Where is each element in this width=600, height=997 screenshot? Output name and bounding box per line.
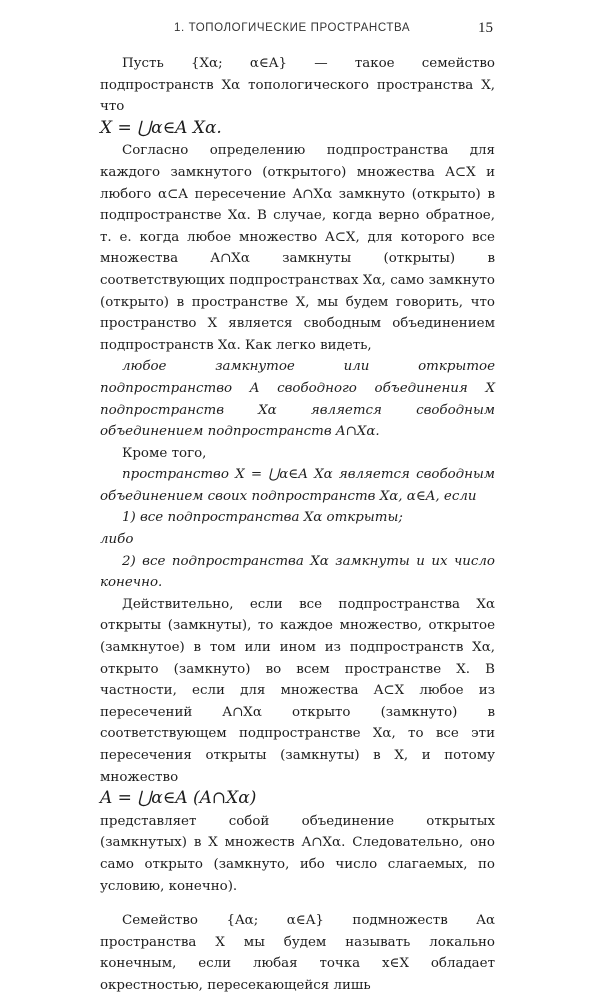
page-header: [0, 22, 600, 42]
page-number: 15: [478, 20, 493, 36]
condition-or: либо: [100, 532, 134, 548]
page-body: [100, 53, 495, 997]
paragraph-proof-end: представляет собой объединение открытых (замкнутых) в X множеств A∩Xα. Следовательно, оно само открыто (замкнуто, ибо число слагаемых, по условию, конечно).: [100, 813, 495, 894]
paragraph-moreover: Кроме того,: [122, 445, 207, 461]
formula-a-union: A = ⋃α∈A (A∩Xα): [100, 788, 257, 809]
paragraph-intro: Пусть {Xα; α∈A} — такое семейство подпространств Xα топологического пространства X, что: [100, 56, 495, 115]
paragraph-definition: Согласно определению подпространства для каждого замкнутого (открытого) множества A⊂X и любого α⊂A пересечение A∩Xα замкнуто (открыто) в подпространстве Xα. В случае, когда верно обратное, т. е. когда любое множество A⊂X, для которого все множества A∩Xα замкнуты (открыты) в соответствующих подпространствах Xα, само замкнуто (открыто) в пространстве X, мы будем говорить, что пространство X является свободным объединением подпространств Xα. Как легко видеть,: [100, 143, 495, 353]
condition-2: 2) все подпространства Xα замкнуты и их число конечно.: [100, 553, 495, 591]
paragraph-locally-finite: Семейство {Aα; α∈A} подмножеств Aα пространства X мы будем называть локально конечным, если любая точка x∈X обладает окрестностью, пересекающейся лишь: [100, 913, 495, 993]
statement-closed-open-subspace: любое замкнутое или открытое подпространство A свободного объединения X подпространств Xα является свободным объединением подпространств A∩Xα.: [100, 359, 495, 440]
condition-1: 1) все подпространства Xα открыты;: [122, 510, 403, 526]
running-title: 1. ТОПОЛОГИЧЕСКИЕ ПРОСТРАНСТВА: [174, 22, 411, 34]
paragraph-proof: Действительно, если все подпространства Xα открыты (замкнуты), то каждое множество, открытое (замкнутое) в том или ином из подпространств Xα, открыто (замкнуто) во всем пространстве X. В частности, если для множества A⊂X любое из пересечений A∩Xα открыто (замкнуто) в соответствующем подпространстве Xα, то все эти пересечения открыты (замкнуты) в X, и потому множество: [100, 596, 495, 785]
statement-free-union: пространство X = ⋃α∈A Xα является свободным объединением своих подпространств Xα, α∈A, если: [100, 467, 495, 504]
formula-union: X = ⋃α∈A Xα.: [100, 117, 222, 138]
